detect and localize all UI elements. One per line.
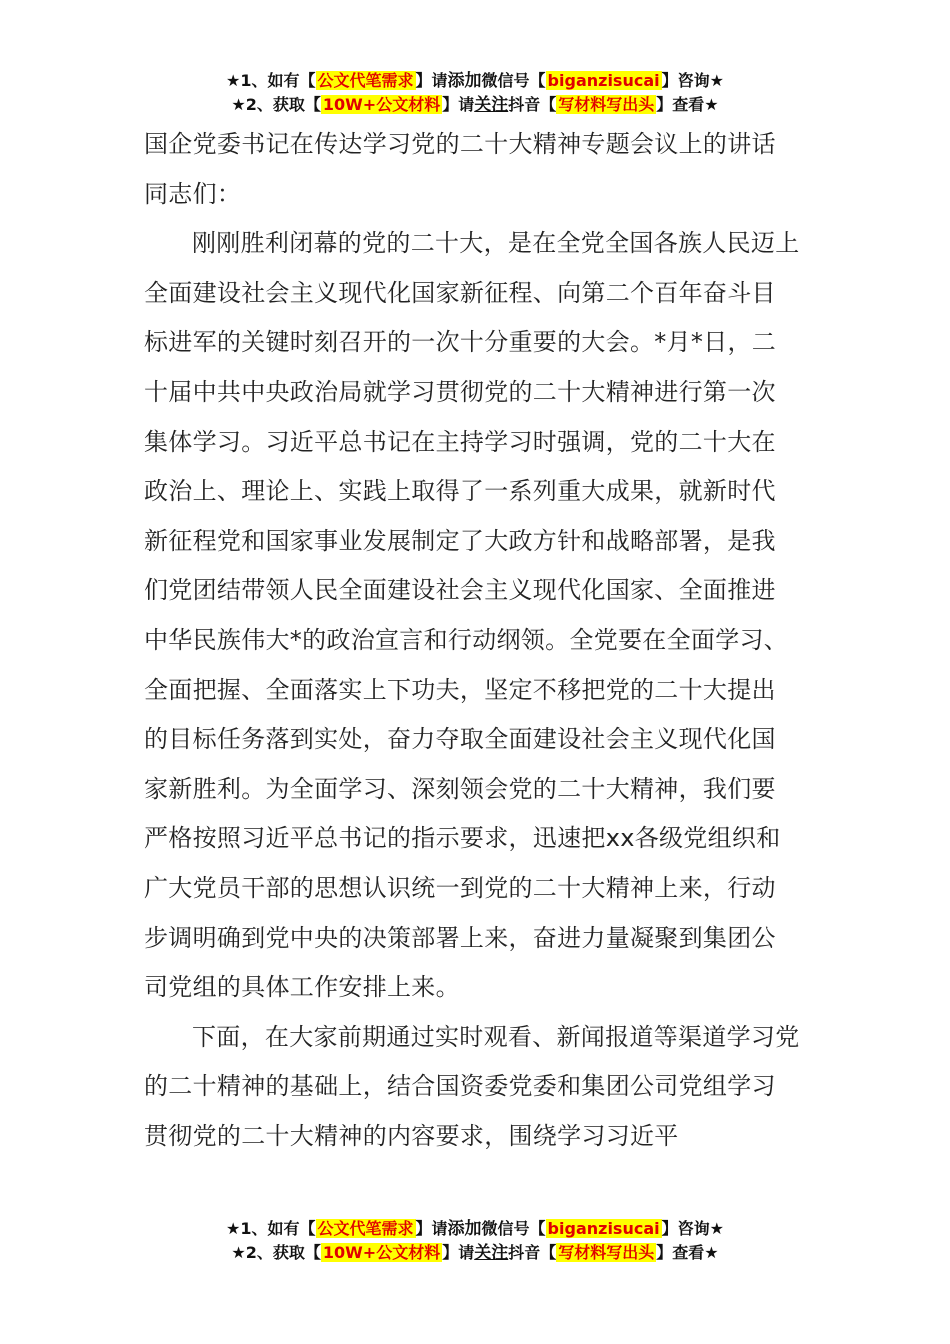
banner-highlight: 写材料写出头 xyxy=(558,95,655,114)
document-title: 国企党委书记在传达学习党的二十大精神专题会议上的讲话 xyxy=(144,130,776,158)
salutation: 同志们： xyxy=(144,179,242,208)
banner-line-1 xyxy=(0,1217,950,1241)
banner-text: 】请 xyxy=(415,71,448,90)
banner-text: 】查看★ xyxy=(656,95,719,114)
banner-text: 微信号【 xyxy=(481,71,546,90)
banner-highlight: biganzisucai xyxy=(547,71,660,90)
banner-highlight: 公文代笔需求 xyxy=(317,71,414,90)
banner-text: 】请 xyxy=(442,95,475,114)
banner-emphasis: 添加 xyxy=(447,71,482,91)
banner-text: 】咨询★ xyxy=(661,1219,724,1238)
banner-highlight: 10W+公文材料 xyxy=(322,1243,441,1262)
paragraph: 下面，在大家前期通过实时观看、新闻报道等渠道学习党的二十精神的基础上，结合国资委党委和集团公司党组学习贯彻党的二十大精神的内容要求，围绕学习习近平 xyxy=(144,1022,800,1150)
document-body xyxy=(144,120,800,1161)
footer-banner xyxy=(0,1217,950,1265)
banner-line-2 xyxy=(0,1241,950,1265)
banner-text: ★1、如有【 xyxy=(226,1219,316,1238)
banner-text: ★2、获取【 xyxy=(231,95,321,114)
banner-text: 微信号【 xyxy=(481,1219,546,1238)
banner-line-1 xyxy=(0,69,950,93)
banner-highlight: 写材料写出头 xyxy=(558,1243,655,1262)
banner-text: 】请 xyxy=(415,1219,448,1238)
banner-line-2 xyxy=(0,93,950,117)
banner-highlight: 公文代笔需求 xyxy=(317,1219,414,1238)
banner-highlight: biganzisucai xyxy=(547,1219,660,1238)
banner-text: 抖音【 xyxy=(508,1243,557,1262)
banner-emphasis: 关注 xyxy=(474,95,509,115)
banner-text: 】请 xyxy=(442,1243,475,1262)
banner-emphasis: 关注 xyxy=(474,1243,509,1263)
header-banner xyxy=(0,69,950,117)
banner-text: 抖音【 xyxy=(508,95,557,114)
banner-emphasis: 添加 xyxy=(447,1219,482,1239)
banner-text: ★1、如有【 xyxy=(226,71,316,90)
banner-highlight: 10W+公文材料 xyxy=(322,95,441,114)
banner-text: 】咨询★ xyxy=(661,71,724,90)
banner-text: 】查看★ xyxy=(656,1243,719,1262)
paragraph: 刚刚胜利闭幕的党的二十大，是在全党全国各族人民迈上全面建设社会主义现代化国家新征程、向第二个百年奋斗目标进军的关键时刻召开的一次十分重要的大会。*月*日，二十届中共中央政治局就学习贯彻党的二十大精神进行第一次集体学习。习近平总书记在主持学习时强调，党的二十大在政治上、理论上、实践上取得了一系列重大成果，就新时代新征程党和国家事业发展制定了大政方针和战略部署，是我们党团结带领人民全面建设社会主义现代化国家、全面推进中华民族伟大*的政治宣言和行动纲领。全党要在全面学习、全面把握、全面落实上下功夫，坚定不移把党的二十大提出的目标任务落到实处，奋力夺取全面建设社会主义现代化国家新胜利。为全面学习、深刻领会党的二十大精神，我们要严格按照习近平总书记的指示要求，迅速把xx各级党组织和广大党员干部的思想认识统一到党的二十大精神上来，行动步调明确到党中央的决策部署上来，奋进力量凝聚到集团公司党组的具体工作安排上来。 xyxy=(144,229,800,1002)
banner-text: ★2、获取【 xyxy=(231,1243,321,1262)
